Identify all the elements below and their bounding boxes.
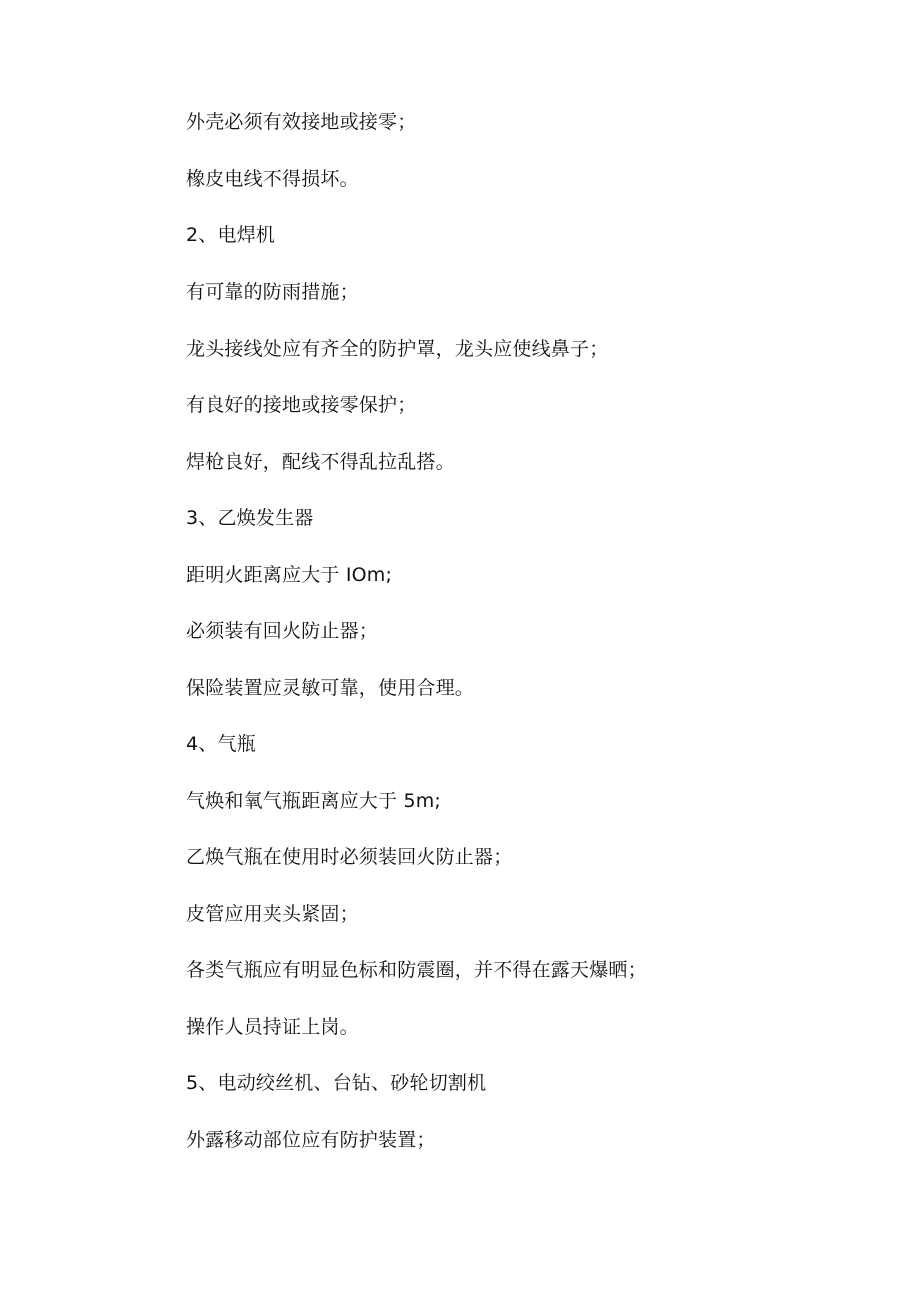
section-heading: 2、电焊机 xyxy=(186,224,276,246)
text-line: 焊枪良好，配线不得乱拉乱搭。 xyxy=(186,451,455,473)
section-heading: 5、电动绞丝机、台钻、砂轮切割机 xyxy=(186,1072,487,1094)
text-line: 保险装置应灵敏可靠，使用合理。 xyxy=(186,677,475,699)
text-line: 外壳必须有效接地或接零； xyxy=(186,111,417,133)
text-line: 龙头接线处应有齐全的防护罩，龙头应使线鼻子； xyxy=(186,338,609,360)
text-line: 距明火距离应大于 IOm; xyxy=(186,564,393,586)
text-line: 橡皮电线不得损坏。 xyxy=(186,168,359,190)
text-line: 有良好的接地或接零保护； xyxy=(186,394,417,416)
section-heading: 4、气瓶 xyxy=(186,733,256,755)
text-line: 必须装有回火防止器； xyxy=(186,620,379,642)
text-line: 外露移动部位应有防护装置； xyxy=(186,1129,436,1151)
text-line: 有可靠的防雨措施； xyxy=(186,281,359,303)
text-line: 气焕和氧气瓶距离应大于 5m; xyxy=(186,790,442,812)
text-line: 皮管应用夹头紧固； xyxy=(186,903,359,925)
text-line: 乙焕气瓶在使用时必须装回火防止器； xyxy=(186,846,513,868)
text-line: 各类气瓶应有明显色标和防震圈，并不得在露天爆晒； xyxy=(186,959,647,981)
text-line: 操作人员持证上岗。 xyxy=(186,1016,359,1038)
section-heading: 3、乙焕发生器 xyxy=(186,507,314,529)
